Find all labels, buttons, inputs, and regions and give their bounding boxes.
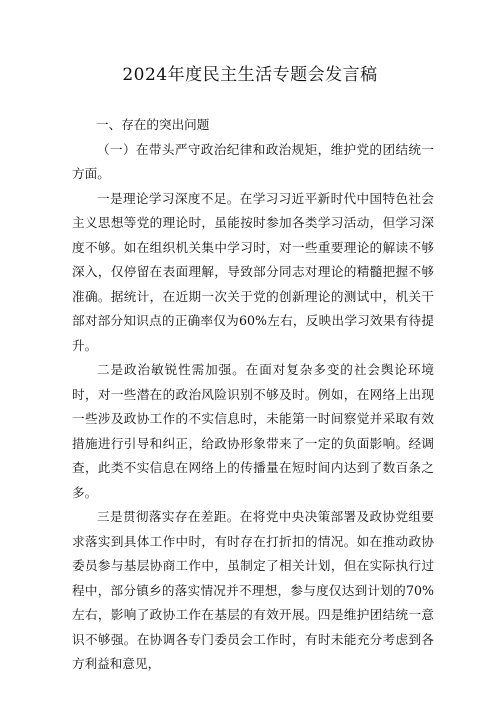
paragraph-1: 一是理论学习深度不足。在学习习近平新时代中国特色社会主义思想等党的理论时，虽能按时参加各类学习活动，但学习深度不够。如在组织机关集中学习时，对一些重要理论的解读不够深入，仅停留在表面理解，导致部分同志对理论的精髓把握不够准确。据统计，在近期一次关于党的创新理论的测试中，机关干部对部分知识点的正确率仅为60%左右，反映出学习效果有待提升。	[72, 190, 434, 353]
document-title: 2024年度民主生活专题会发言稿	[122, 65, 378, 85]
document-body	[72, 113, 434, 677]
sub-heading: （一）在带头严守政治纪律和政治规矩，维护党的团结统一方面。	[72, 141, 434, 181]
paragraph-2: 二是政治敏锐性需加强。在面对复杂多变的社会舆论环境时，对一些潜在的政治风险识别不够及时。例如，在网络上出现一些涉及政协工作的不实信息时，未能第一时间察觉并采取有效措施进行引导和纠正，给政协形象带来了一定的负面影响。经调查，此类不实信息在网络上的传播量在短时间内达到了数百条之多。	[72, 362, 434, 500]
paragraph-3: 三是贯彻落实存在差距。在将党中央决策部署及政协党组要求落实到具体工作中时，有时存在打折扣的情况。如在推动政协委员参与基层协商工作中，虽制定了相关计划，但在实际执行过程中，部分镇乡的落实情况并不理想，参与度仅达到计划的70%左右，影响了政协工作在基层的有效开展。四是维护团结统一意识不够强。在协调各专门委员会工作时，有时未能充分考虑到各方利益和意见，	[72, 509, 434, 671]
section-heading: 一、存在的突出问题	[96, 117, 210, 132]
